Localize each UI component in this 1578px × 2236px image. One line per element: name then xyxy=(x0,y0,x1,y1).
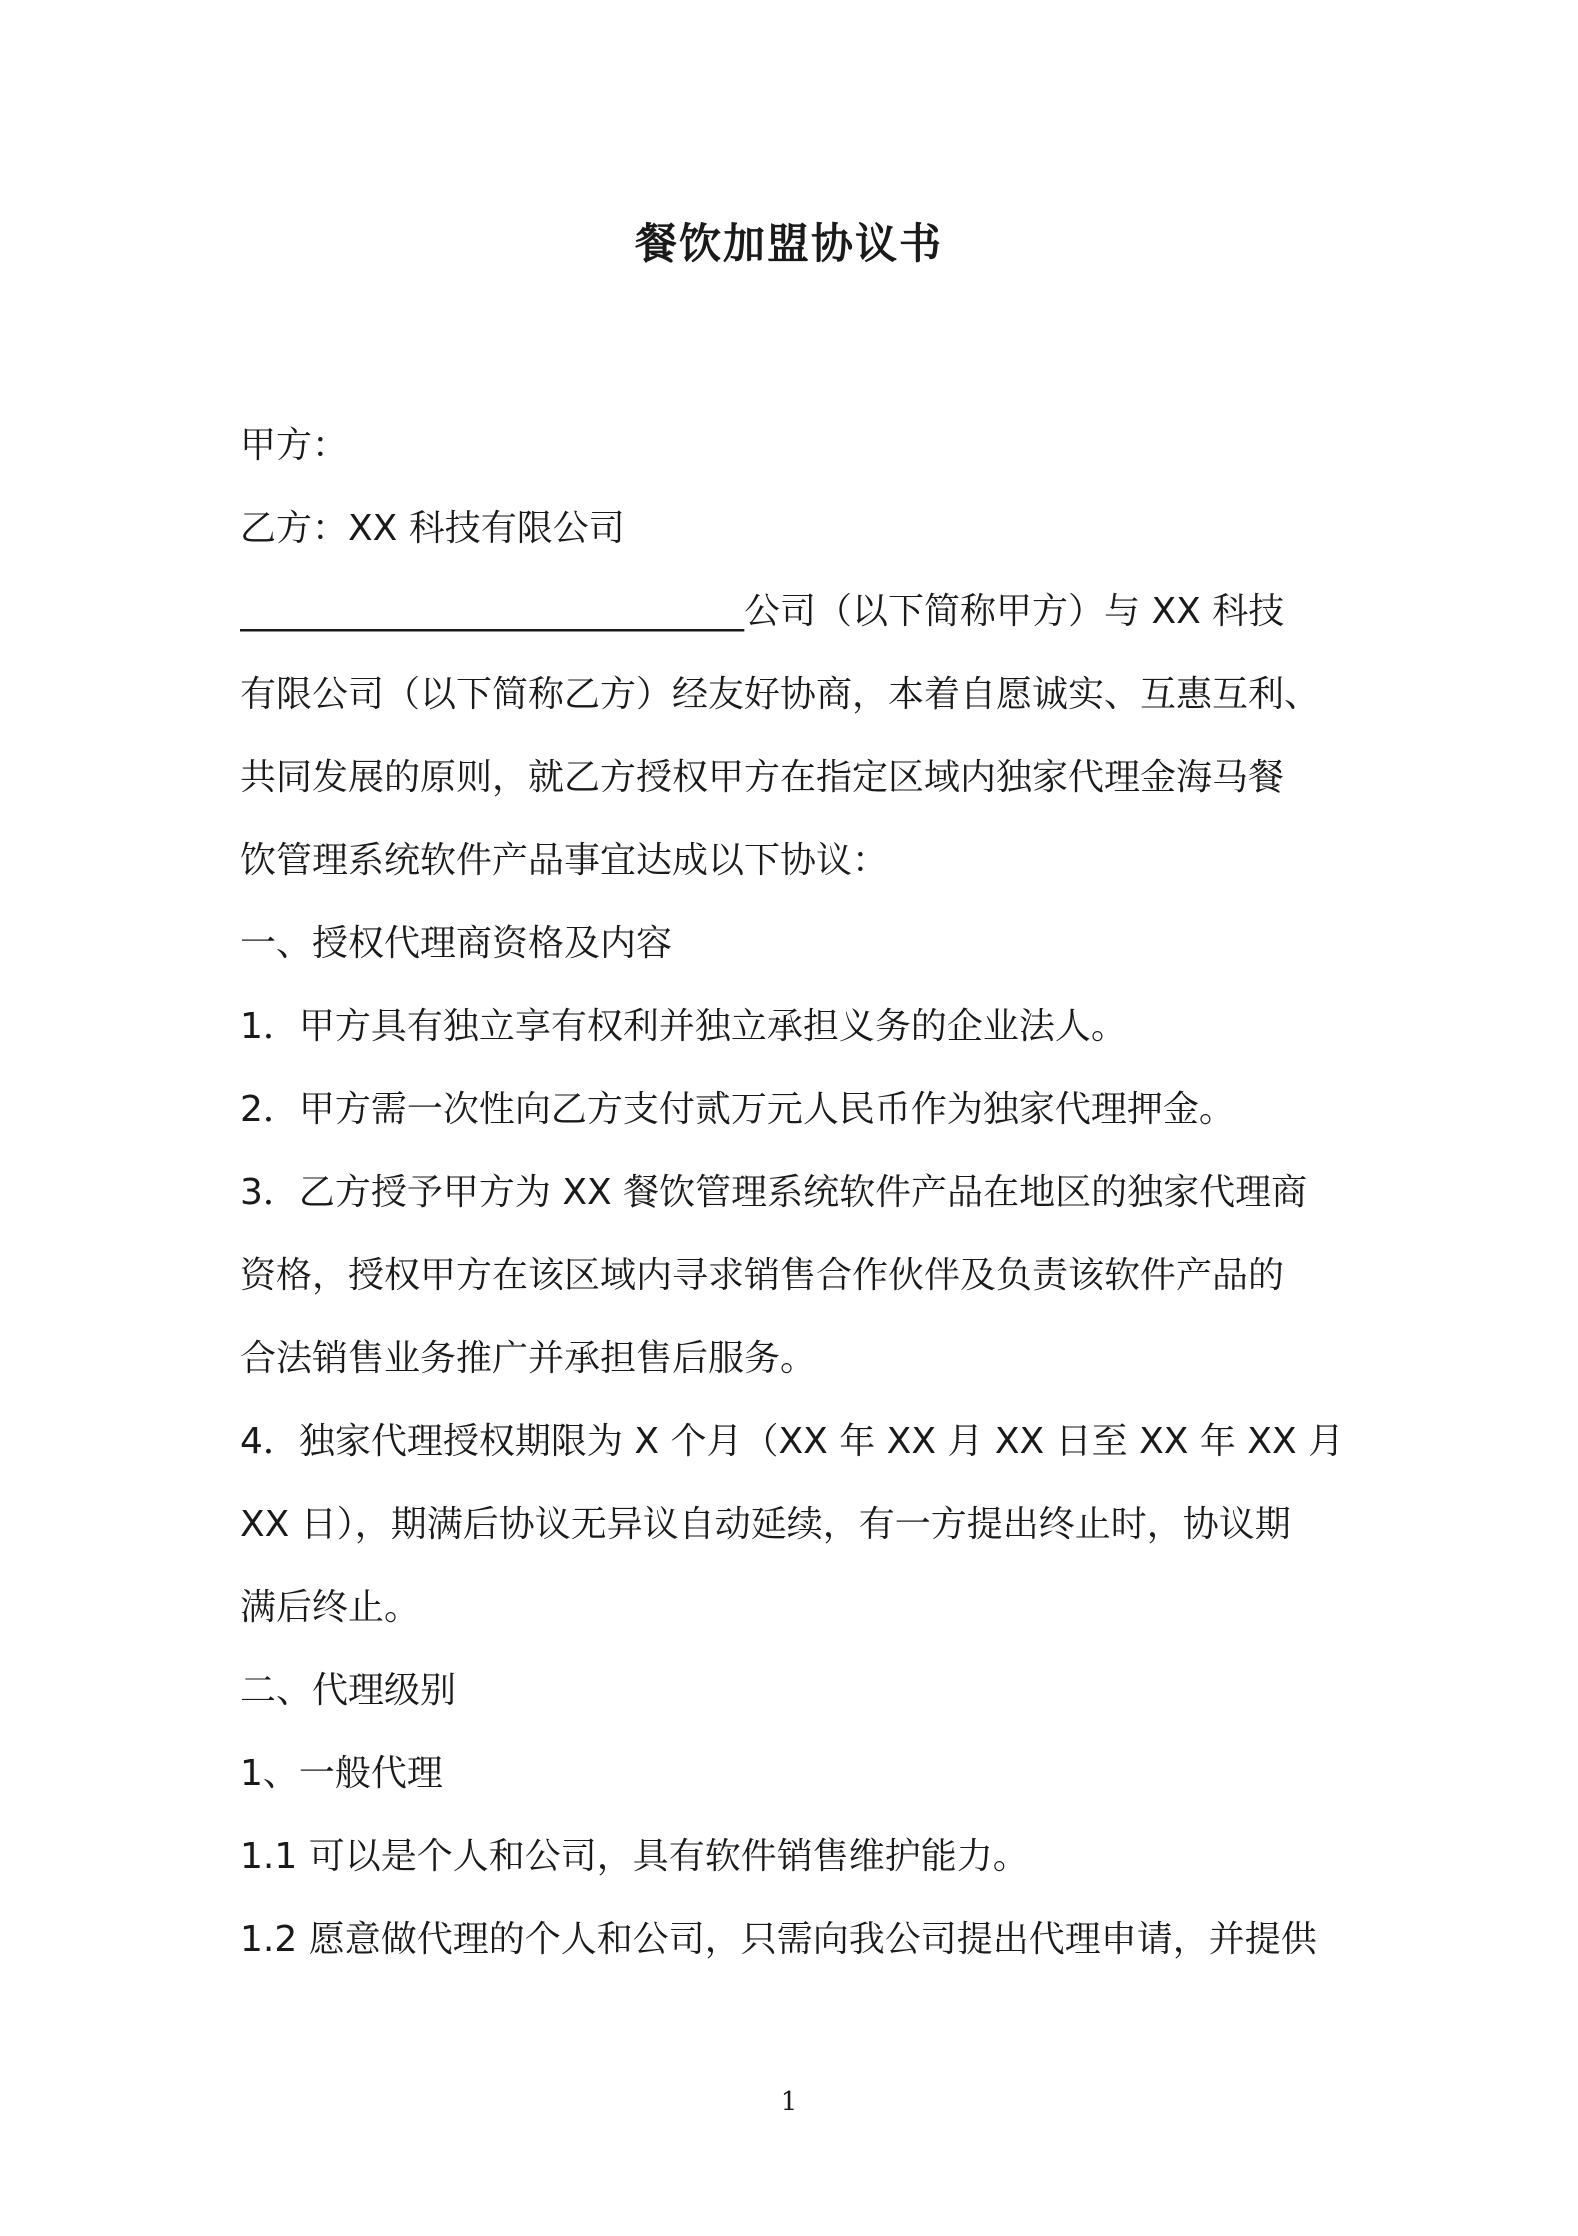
clause-1: 1．甲方具有独立享有权利并独立承担义务的企业法人。 xyxy=(240,1006,1127,1047)
document-title: 餐饮加盟协议书 xyxy=(634,219,943,268)
preamble-line: 有限公司（以下简称乙方）经友好协商，本着自愿诚实、互惠互利、 xyxy=(240,674,1321,715)
document-body xyxy=(240,404,1348,1981)
party-b-line: 乙方：XX 科技有限公司 xyxy=(240,508,625,549)
subsection-heading: 1、一般代理 xyxy=(240,1753,443,1794)
preamble-line: 共同发展的原则，就乙方授权甲方在指定区域内独家代理金海马餐 xyxy=(240,757,1285,798)
clause-3: 合法销售业务推广并承担售后服务。 xyxy=(240,1338,817,1379)
section-heading-1: 一、授权代理商资格及内容 xyxy=(240,923,673,964)
clause-3: 3．乙方授予甲方为 XX 餐饮管理系统软件产品在地区的独家代理商 xyxy=(240,1172,1308,1213)
section-heading-2: 二、代理级别 xyxy=(240,1670,457,1711)
party-a-line: 甲方： xyxy=(240,425,349,466)
clause-2: 2．甲方需一次性向乙方支付贰万元人民币作为独家代理押金。 xyxy=(240,1089,1235,1130)
clause-3: 资格，授权甲方在该区域内寻求销售合作伙伴及负责该软件产品的 xyxy=(240,1255,1285,1296)
clause-4: 满后终止。 xyxy=(240,1587,421,1628)
clause-4: 4．独家代理授权期限为 X 个月（XX 年 XX 月 XX 日至 XX 年 XX 月 xyxy=(240,1421,1345,1462)
clause-4: XX 日），期满后协议无异议自动延续，有一方提出终止时，协议期 xyxy=(240,1504,1291,1545)
preamble-line: 饮管理系统软件产品事宜达成以下协议： xyxy=(240,840,889,881)
clause-1-2: 1.2 愿意做代理的个人和公司，只需向我公司提出代理申请，并提供 xyxy=(240,1919,1317,1960)
preamble-line: ____________________________公司（以下简称甲方）与 XX 科技 xyxy=(240,591,1285,632)
clause-1-1: 1.1 可以是个人和公司，具有软件销售维护能力。 xyxy=(240,1836,1029,1877)
page-number: 1 xyxy=(780,2087,798,2117)
